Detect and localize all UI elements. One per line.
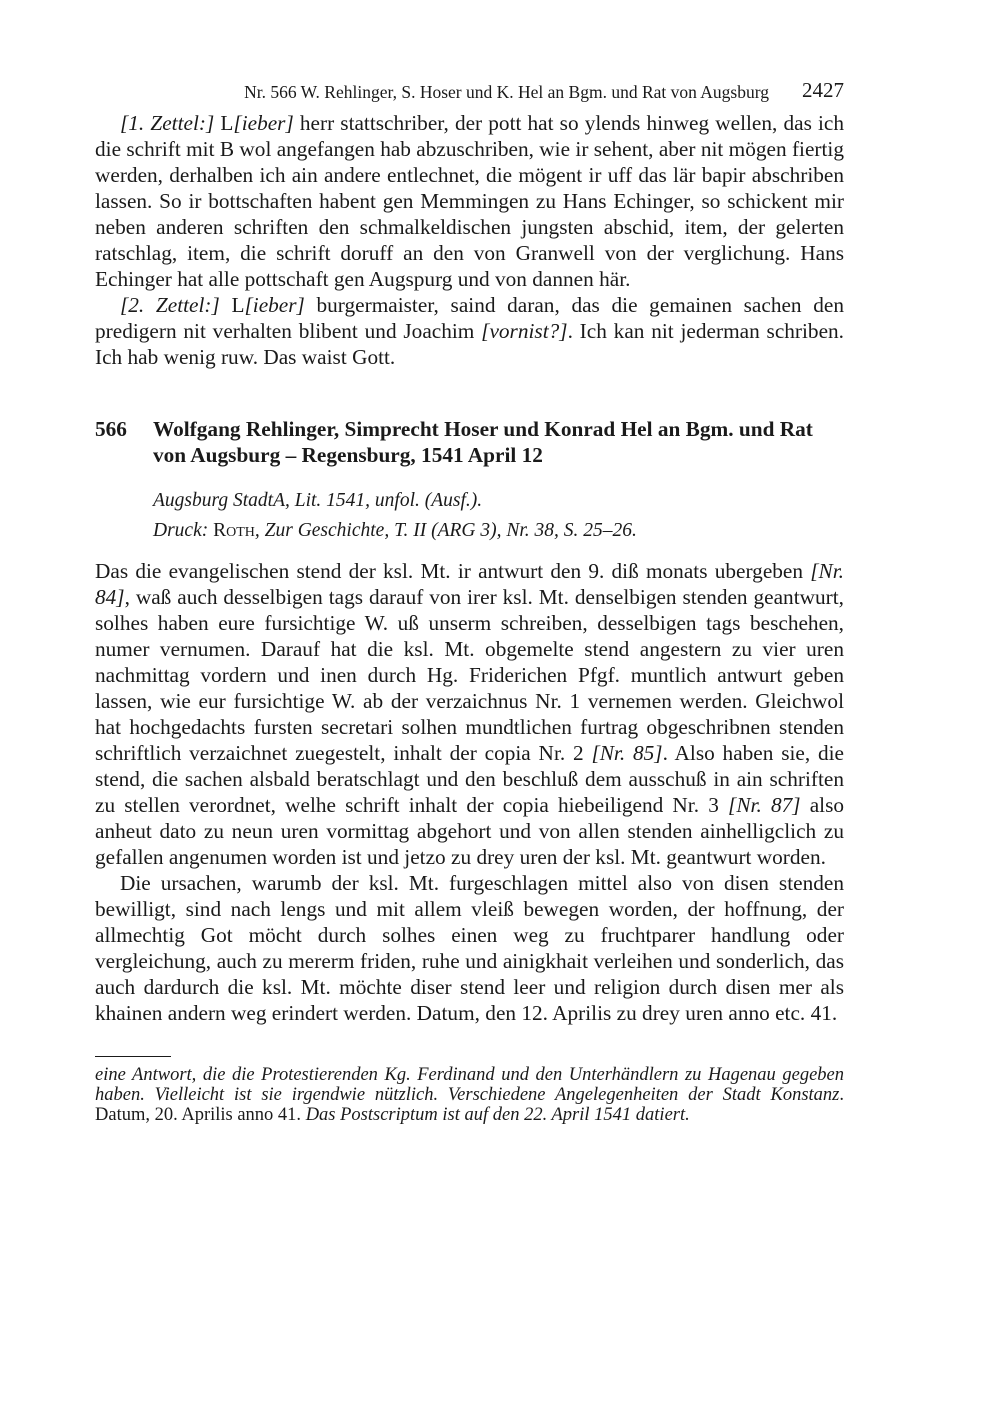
- zettel-2-label: [2. Zettel:]: [120, 293, 220, 317]
- document-number: 566: [95, 417, 127, 441]
- ref-nr-87: [Nr. 87]: [728, 793, 801, 817]
- zettel-2-paragraph: [2. Zettel:] L[ieber] burgermaister, saind daran, das die gemainen sachen den predigern nit verhalten blibent und Joachim [vornist?]. Ich kan nit jederman schriben. Ich hab wenig ruw. Das waist Gott.: [95, 293, 844, 369]
- zettel-1-paragraph: [1. Zettel:] L[ieber] herr stattschriber, der pott hat so ylends hinweg wellen, das ich die schrift mit B wol angefangen hab abzuschriben, wie ir sehent, aber nit mögen fiertig werden, derhalben ich ain andere entlechnet, die mögent ir uff das lär bapir abschriben lassen. So ir bottschaften habent gen Memmingen zu Hans Echinger, so schickent mir neben anderen schriften den schmalkeldischen jungsten abschid, item, der gelerten ratschlag, item, die schrift doruff an den von Granwell von der verglichung. Hans Echinger hat alle pottschaft gen Augspurg und von dannen här.: [95, 111, 844, 291]
- footnote: eine Antwort, die die Protestierenden Kg. Ferdinand und den Unterhändlern zu Hagenau gegeben haben. Vielleicht ist sie irgendwie nützlich. Verschiedene Angelegenheiten der Stadt Konstanz. Datum, 20. Aprilis anno 41. Das Postscriptum ist auf den 22. April 1541 datiert.: [95, 1065, 844, 1125]
- document-heading: [95, 416, 844, 468]
- source-notes: [153, 486, 844, 546]
- running-header: [95, 76, 844, 110]
- body-paragraph-2: Die ursachen, warumb der ksl. Mt. furgeschlagen mittel also von disen stenden bewilligt, sind nach lengs und mit allem vleiß bewegen worden, der hoffnung, der allmechtig Got möcht durch solhes einen weg zu fruchtparer handlung oder vergleichung, auch zu mererm friden, ruhe und ainigkhait verleihen und sonderlich, das auch dardurch die ksl. Mt. möchte diser stend leer und religion durch disen mer als khainen andern weg erindert werden. Datum, den 12. Aprilis zu drey uren anno etc. 41.: [95, 871, 844, 1025]
- document-title: Wolfgang Rehlinger, Simprecht Hoser und Konrad Hel an Bgm. und Rat von Augsburg – Regensburg, 1541 April 12: [153, 417, 813, 467]
- page: [95, 76, 844, 1125]
- ref-nr-84: [Nr. 84]: [95, 559, 844, 609]
- page-number: 2427: [802, 78, 844, 102]
- source-archive: Augsburg StadtA, Lit. 1541, unfol. (Ausf.).: [153, 490, 483, 511]
- source-print: Druck: Roth, Zur Geschichte, T. II (ARG 3), Nr. 38, S. 25–26.: [153, 520, 637, 541]
- zettel-1-label: [1. Zettel:]: [120, 111, 215, 135]
- zettel-1-expansion: [ieber]: [233, 111, 294, 135]
- footnote-rule: [95, 1056, 171, 1057]
- zettel-2-expansion: [ieber]: [244, 293, 305, 317]
- running-title: Nr. 566 W. Rehlinger, S. Hoser und K. Hel an Bgm. und Rat von Augsburg: [244, 82, 769, 102]
- section-gap: [95, 370, 844, 416]
- print-author: Roth: [213, 520, 255, 541]
- zettel-2-conjecture: [vornist?]: [481, 319, 568, 343]
- body-paragraph-1: Das die evangelischen stend der ksl. Mt. ir antwurt den 9. diß monats ubergeben [Nr. 84], waß auch desselbigen tags darauf von irer ksl. Mt. denselbigen stenden geantwurt, solhes haben eure fursichtige W. uß unserm schreiben, desselbigen tags beschehen, numer vernumen. Darauf hat die ksl. Mt. obgemelte stend angestern zu vier uren nachmittag vordern und inen durch Hg. Friderichen Pfgf. muntlich antwurt geben lassen, wie eur fursichtige W. ab der verzaichnus Nr. 1 vernemen werden. Gleichwol hat hochgedachts fursten secretari solhen mundtlichen furtrag obgeschribnen stenden schriftlich verzaichnet zuegestelt, inhalt der copia Nr. 2 [Nr. 85]. Also haben sie, die stend, die sachen alsbald beratschlagt und den beschluß dem ausschuß in ain schriften zu stellen verordnet, welhe schrift inhalt der copia hiebeiligend Nr. 3 [Nr. 87] also anheut dato zu neun uren vormittag abgehort und von allen stenden ainhelligclich zu gefallen angenumen worden ist und jetzo zu drey uren der ksl. Mt. geantwurt worden.: [95, 559, 845, 869]
- ref-nr-85: [Nr. 85]: [591, 741, 663, 765]
- zettel-1-text: herr stattschriber, der pott hat so ylends hinweg wellen, das ich die schrift mit B wol angefangen hab abzuschriben, wie ir sehent, aber nit mögen fiertig werden, derhalben ich ain andere entlechnet, die mögent ir uff das lär bapir abschriben lassen. So ir bottschaften habent gen Memmingen zu Hans Echinger, so schickent mir neben anderen schriften den schmalkeldischen jungsten abschid, item, der gelerten ratschlag, item, die schrift doruff an den von Granwell von der verglichung. Hans Echinger hat alle pottschaft gen Augspurg und von dannen här.: [95, 111, 844, 291]
